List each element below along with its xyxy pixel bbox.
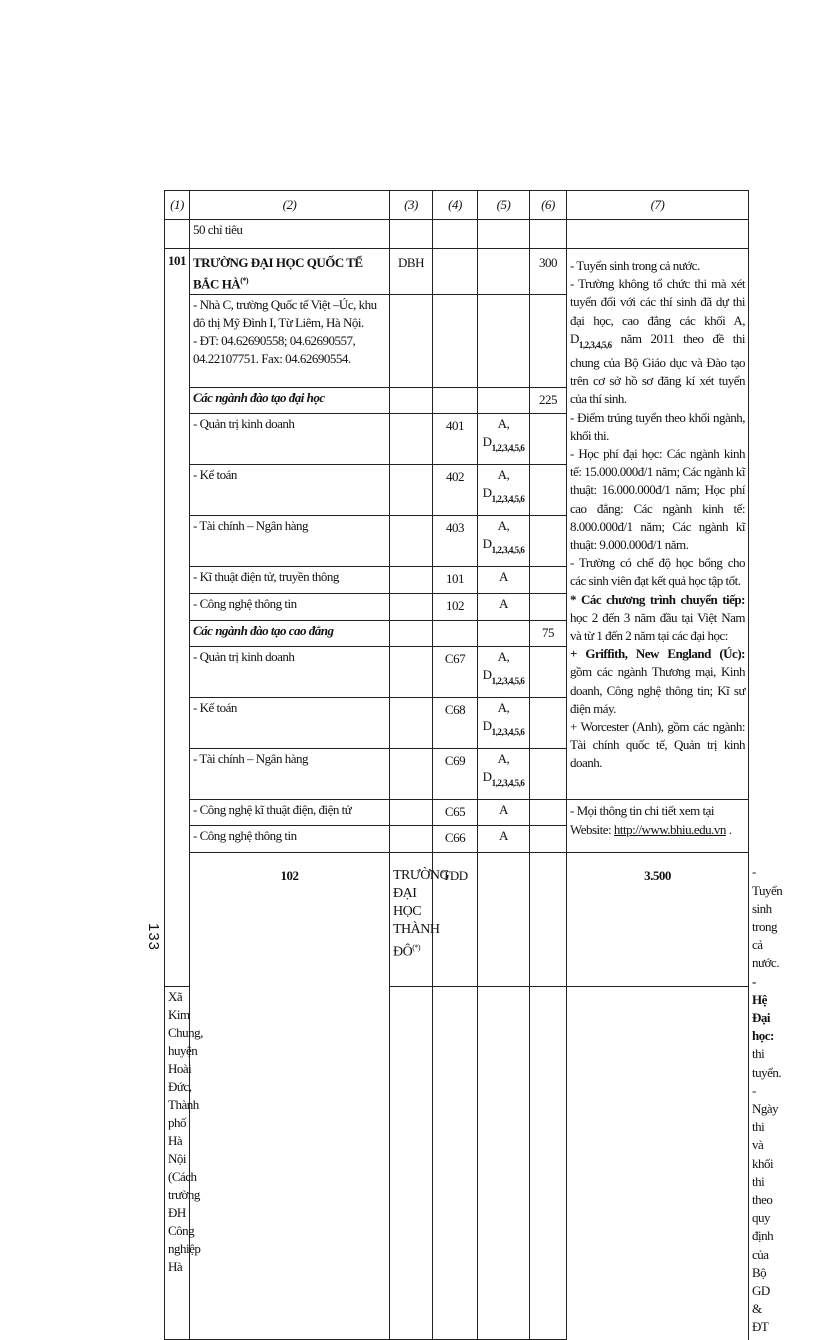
exam-block: A <box>478 800 530 826</box>
exam-block: A <box>478 826 530 853</box>
major-code: 402 <box>433 465 478 516</box>
major-name: - Công nghệ kĩ thuật điện, điện tử <box>190 800 390 826</box>
major-code: 102 <box>433 594 478 621</box>
school-code: 101 <box>165 249 190 987</box>
school-symbol: TDD <box>433 853 478 987</box>
major-name: - Tài chính – Ngân hàng <box>190 749 390 800</box>
exam-block: A, $D_{1,2,3,4,5,6}$ <box>478 465 530 516</box>
school-notes <box>567 249 749 800</box>
exam-block: A, $D_{1,2,3,4,5,6}$ <box>478 516 530 567</box>
note-line: - Trường không tổ chức thi mà xét tuyển đối với các thí sinh đã dự thi đại học, cao đẳng các khối A, $D_{1,2,3,4,5,6}$ năm 2011 theo đề thi chung của Bộ Giáo dục và Đào tạo trên cơ sở hồ sơ đăng kí xét tuyển của thí sinh. <box>570 276 745 407</box>
school-address: Xã Kim Chung, huyện Hoài Đức, Thành phố Hà Nội (Cách trường ĐH Công nghiệp Hà <box>165 987 190 1339</box>
exam-block: A <box>478 567 530 594</box>
school-symbol: DBH <box>390 249 433 295</box>
header-col-3: (3) <box>390 191 433 220</box>
website-link[interactable]: http://www.bhiu.edu.vn <box>613 821 726 837</box>
note-line: - Học phí đại học: Các ngành kinh tế: 15.000.000đ/1 năm; Các ngành kĩ thuật: 16.000.000đ/1 năm; Học phí cao đẳng: Các ngành kinh tế: 8.000.000đ/1 năm; Các ngành kĩ thuật: 9.000.000đ/1 năm. <box>570 446 745 553</box>
header-col-5: (5) <box>478 191 530 220</box>
exam-block: A, $D_{1,2,3,4,5,6}$ <box>478 749 530 800</box>
exam-block: A, $D_{1,2,3,4,5,6}$ <box>478 414 530 465</box>
school-row <box>165 249 749 295</box>
table-row <box>165 800 749 826</box>
major-code: 101 <box>433 567 478 594</box>
major-name: - Công nghệ thông tin <box>190 826 390 853</box>
note-line: * Các chương trình chuyển tiếp: học 2 đến 3 năm đầu tại Việt Nam và từ 1 đến 2 năm tại các đại học: <box>570 591 745 644</box>
major-name: - Tài chính – Ngân hàng <box>190 516 390 567</box>
admissions-table-page <box>164 190 783 1335</box>
major-code: C68 <box>433 698 478 749</box>
header-col-7: (7) <box>567 191 749 220</box>
note-line: + Griffith, New England (Úc): gồm các ngành Thương mại, Kinh doanh, Công nghệ thông tin; Kĩ sư điện máy. <box>570 646 745 716</box>
school-quota: 3.500 <box>567 853 749 987</box>
note-line: - Điểm trúng tuyển theo khối ngành, khối thi. <box>570 409 745 443</box>
admissions-table <box>164 190 783 1340</box>
header-col-2: (2) <box>190 191 390 220</box>
major-name: - Công nghệ thông tin <box>190 594 390 621</box>
major-name: - Quản trị kinh doanh <box>190 414 390 465</box>
university-section-heading: Các ngành đào tạo đại học <box>190 388 390 414</box>
major-name: - Kế toán <box>190 698 390 749</box>
school-notes-continued <box>567 800 749 853</box>
school-code: 102 <box>190 853 390 1339</box>
exam-block: A, $D_{1,2,3,4,5,6}$ <box>478 647 530 698</box>
table-row <box>165 220 749 249</box>
header-col-6: (6) <box>530 191 567 220</box>
school-quota: 300 <box>530 249 567 295</box>
school-name: TRƯỜNG ĐẠI HỌC QUỐC TẾ BẮC HÀ(*) <box>190 249 390 295</box>
major-name: - Kĩ thuật điện tử, truyền thông <box>190 567 390 594</box>
note-line: - Trường có chế độ học bổng cho các sinh viên đạt kết quả học tập tốt. <box>570 555 745 589</box>
college-section-heading: Các ngành đào tạo cao đẳng <box>190 621 390 647</box>
header-col-1: (1) <box>165 191 190 220</box>
prev-quota-text: 50 chỉ tiêu <box>190 220 390 249</box>
exam-block: A, $D_{1,2,3,4,5,6}$ <box>478 698 530 749</box>
page-number: 133 <box>145 922 162 952</box>
school-row: 102 TRƯỜNG ĐẠI HỌC THÀNH ĐÔ(*) TDD 3.500 -Tuyển sinh trong cả nước. - Hệ Đại học: thi tuyển. - Ngày thi và khối thi theo quy định của Bộ GD & ĐT <box>165 853 749 987</box>
major-name: - Quản trị kinh doanh <box>190 647 390 698</box>
major-code: 403 <box>433 516 478 567</box>
major-code: C67 <box>433 647 478 698</box>
major-code: C69 <box>433 749 478 800</box>
university-quota: 225 <box>530 388 567 414</box>
header-col-4: (4) <box>433 191 478 220</box>
header-row <box>165 191 749 220</box>
major-code: 401 <box>433 414 478 465</box>
website-line: Website: http://www.bhiu.edu.vn . <box>570 821 732 837</box>
school-address: - Nhà C, trường Quốc tế Việt –Úc, khu đô thị Mỹ Đình I, Từ Liêm, Hà Nội. - ĐT: 04.62690558; 04.62690557, 04.22107751. Fax: 04.62690554. <box>190 295 390 388</box>
college-quota: 75 <box>530 621 567 647</box>
major-name: - Kế toán <box>190 465 390 516</box>
note-line: + Worcester (Anh), gồm các ngành: Tài chính quốc tế, Quản trị kinh doanh. <box>570 719 745 771</box>
note-line: - Tuyển sinh trong cả nước. <box>570 258 700 273</box>
major-code: C65 <box>433 800 478 826</box>
school-name: TRƯỜNG ĐẠI HỌC THÀNH ĐÔ(*) <box>390 853 433 987</box>
note-line: - Mọi thông tin chi tiết xem tại <box>570 803 714 819</box>
major-code: C66 <box>433 826 478 853</box>
exam-block: A <box>478 594 530 621</box>
